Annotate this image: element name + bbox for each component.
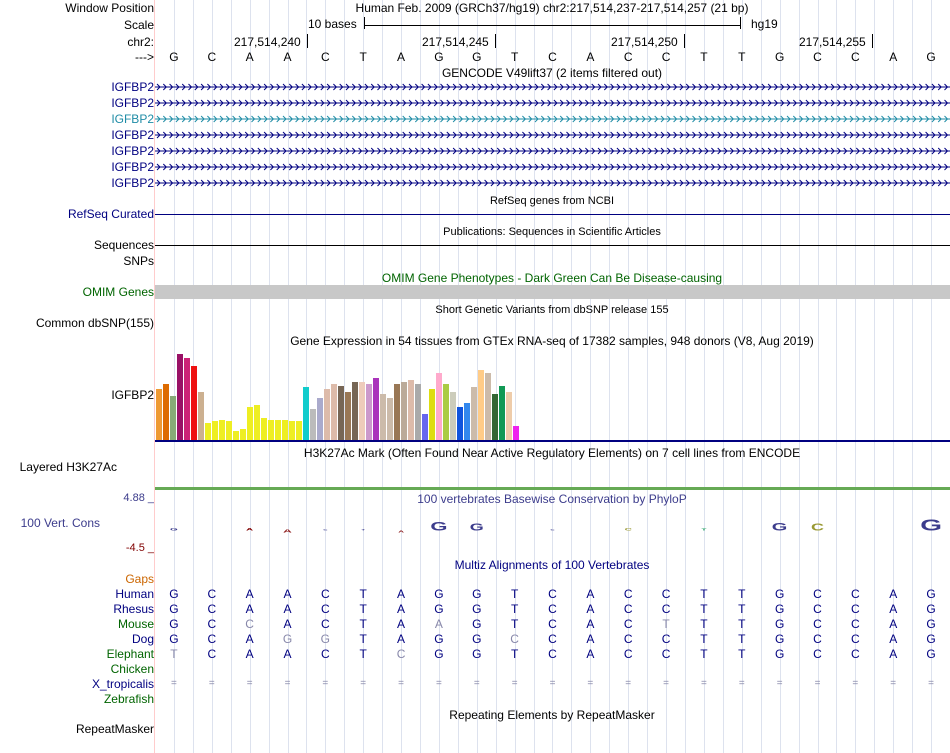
gtex-bar[interactable] [499, 386, 505, 440]
sequence-base: G [434, 50, 444, 64]
alignment-base: A [586, 632, 595, 646]
gtex-bar[interactable] [324, 389, 330, 440]
gtex-bar[interactable] [415, 384, 421, 440]
conservation-letter: A [398, 530, 404, 534]
coord-label: 217,514,255 [799, 35, 866, 49]
alignment-base: C [245, 617, 254, 631]
alignment-base: C [661, 632, 671, 646]
alignment-base: T [700, 632, 708, 646]
sequence-base: C [661, 50, 671, 64]
sequence-base: G [169, 50, 179, 64]
sequence-base: C [623, 50, 633, 64]
gtex-bar[interactable] [247, 407, 253, 440]
alignment-base: C [851, 632, 860, 646]
alignment-base: C [813, 647, 822, 661]
alignment-base: A [586, 617, 595, 631]
alignment-base: A [397, 617, 406, 631]
gtex-bar[interactable] [198, 392, 204, 440]
gtex-bar[interactable] [450, 392, 456, 440]
gaps-label[interactable]: Gaps [125, 572, 154, 586]
gtex-title: Gene Expression in 54 tissues from GTEx RNA-seq of 17382 samples, 948 donors (V8, Aug 2019) [290, 334, 814, 348]
conservation-letter: T [361, 528, 366, 531]
alignment-base: A [283, 617, 292, 631]
gtex-bar[interactable] [422, 414, 428, 440]
gtex-bar[interactable] [268, 420, 274, 440]
gtex-bar[interactable] [163, 384, 169, 440]
alignment-base: G [774, 602, 785, 616]
alignment-base: = [738, 678, 745, 689]
cons-title: 100 vertebrates Basewise Conservation by PhyloP [417, 492, 687, 506]
sequence-base: G [774, 50, 785, 64]
alignment-base: = [398, 678, 404, 689]
alignment-base: C [321, 647, 330, 661]
alignment-base: T [359, 647, 367, 661]
alignment-base: G [926, 602, 936, 616]
alignment-base: T [662, 617, 670, 631]
alignment-base: G [169, 602, 179, 616]
gtex-bar-chart[interactable] [155, 347, 535, 440]
gtex-bar[interactable] [478, 370, 484, 440]
alignment-base: T [738, 617, 746, 631]
sequence-base: C [548, 50, 557, 64]
gtex-bar[interactable] [492, 394, 498, 441]
alignment-base: G [774, 587, 785, 601]
gtex-bar[interactable] [240, 429, 246, 440]
alignment-base: G [926, 647, 936, 661]
sequence-base: A [283, 50, 292, 64]
alignment-base: G [169, 587, 179, 601]
gtex-bar[interactable] [331, 384, 337, 440]
conservation-letter: A [283, 528, 292, 534]
sequence-base: G [472, 50, 482, 64]
alignment-base: = [776, 678, 783, 689]
alignment-base: C [813, 632, 822, 646]
gtex-bar[interactable] [457, 407, 463, 440]
alignment-base: C [207, 647, 217, 661]
alignment-base: = [171, 678, 177, 689]
scale-bar [364, 25, 740, 26]
scale-assembly: hg19 [751, 17, 778, 31]
gtex-bar[interactable] [338, 386, 344, 440]
alignment-base: = [284, 678, 291, 689]
gencode-item-label[interactable]: IGFBP2 [111, 160, 154, 174]
coord-tick [684, 34, 685, 48]
gtex-bar[interactable] [443, 384, 449, 440]
gtex-bar[interactable] [401, 382, 407, 440]
alignment-base: T [510, 647, 519, 661]
alignment-base: T [738, 587, 746, 601]
alignment-base: C [548, 647, 557, 661]
h3k27ac-title: H3K27Ac Mark (Often Found Near Active Regulatory Elements) on 7 cell lines from ENCODE [303, 446, 801, 460]
alignment-base: C [207, 632, 217, 646]
h3k27ac-label[interactable]: Layered H3K27Ac [19, 460, 117, 474]
alignment-base: = [549, 678, 556, 689]
alignment-base: G [926, 587, 936, 601]
alignment-base: T [359, 632, 367, 646]
gtex-bar[interactable] [387, 398, 393, 440]
window-position-label: Window Position [65, 1, 154, 15]
gtex-bar[interactable] [513, 426, 519, 440]
gtex-bar[interactable] [289, 421, 295, 440]
gtex-bar[interactable] [310, 409, 316, 440]
alignment-base: G [320, 632, 331, 646]
alignment-base: = [436, 678, 442, 689]
species-label[interactable]: Chicken [110, 662, 154, 676]
gtex-bar[interactable] [317, 398, 323, 440]
gtex-bar[interactable] [352, 382, 358, 440]
coord-tick [307, 34, 308, 48]
conservation-letter: G [469, 522, 484, 534]
gencode-item-label[interactable]: IGFBP2 [111, 96, 154, 110]
alignment-base: C [813, 617, 822, 631]
sequence-base: T [700, 50, 708, 64]
gtex-bar[interactable] [170, 396, 176, 440]
alignment-base: A [889, 587, 898, 601]
gtex-bar[interactable] [177, 354, 183, 440]
sequence-base: A [245, 50, 254, 64]
species-label[interactable]: Human [115, 587, 154, 601]
cons-min-label: -4.5 _ [125, 542, 154, 554]
species-label[interactable]: Mouse [117, 617, 154, 631]
sequence-base: C [851, 50, 860, 64]
alignment-base: T [359, 587, 367, 601]
alignment-base: A [245, 632, 254, 646]
alignment-base: = [814, 678, 821, 689]
alignment-base: T [510, 587, 519, 601]
gtex-label[interactable]: IGFBP2 [111, 388, 154, 402]
gtex-bar[interactable] [464, 403, 470, 440]
dbsnp-title: Short Genetic Variants from dbSNP release 155 [435, 304, 669, 316]
gencode-item-label[interactable]: IGFBP2 [111, 80, 154, 94]
alignment-base: A [889, 647, 898, 661]
sequence-base: T [738, 50, 746, 64]
alignment-base: C [548, 587, 557, 601]
conservation-letter: G [771, 521, 788, 534]
gtex-bar[interactable] [408, 380, 414, 440]
gtex-bar[interactable] [226, 421, 232, 440]
alignment-base: A [245, 602, 254, 616]
alignment-base: T [738, 632, 746, 646]
gencode-item-label[interactable]: IGFBP2 [111, 144, 154, 158]
coord-tick [495, 34, 496, 48]
species-label[interactable]: X_tropicalis [91, 677, 154, 691]
alignment-base: = [208, 678, 215, 689]
h3k27ac-signal-line [155, 487, 950, 490]
sequence-base: C [207, 50, 217, 64]
alignment-base: A [889, 617, 898, 631]
alignment-base: = [587, 678, 594, 689]
alignment-base: C [623, 647, 633, 661]
conservation-letter: G [430, 519, 448, 534]
alignment-base: C [396, 647, 406, 661]
gtex-bar[interactable] [394, 384, 400, 440]
alignment-base: C [321, 617, 330, 631]
alignment-base: G [472, 602, 482, 616]
alignment-base: C [548, 632, 557, 646]
alignment-base: A [245, 587, 254, 601]
alignment-base: C [813, 587, 822, 601]
gtex-bar[interactable] [366, 384, 372, 440]
alignment-base: G [169, 632, 179, 646]
alignment-base: C [851, 587, 860, 601]
alignment-base: A [283, 587, 292, 601]
scale-bar-right-tick [740, 17, 741, 29]
refseq-title: RefSeq genes from NCBI [489, 195, 615, 207]
gtex-bar[interactable] [345, 392, 351, 440]
alignment-base: G [774, 647, 785, 661]
gencode-item-label[interactable]: IGFBP2 [111, 176, 154, 190]
gencode-title: GENCODE V49lift37 (2 items filtered out) [441, 66, 663, 80]
alignment-base: C [851, 602, 860, 616]
gtex-bar[interactable] [275, 420, 281, 440]
alignment-base: C [321, 602, 330, 616]
alignment-base: A [889, 602, 898, 616]
alignment-base: A [586, 587, 595, 601]
alignment-base: A [397, 602, 406, 616]
alignment-base: C [548, 617, 557, 631]
alignment-base: A [586, 647, 595, 661]
sequence-base: A [889, 50, 898, 64]
gtex-bar[interactable] [471, 387, 477, 440]
alignment-base: G [472, 647, 482, 661]
alignment-base: T [170, 647, 178, 661]
gtex-bar[interactable] [485, 373, 491, 440]
conservation-logo [155, 515, 950, 545]
alignment-base: A [889, 632, 898, 646]
alignment-base: G [282, 632, 293, 646]
alignment-base: A [586, 602, 595, 616]
gtex-bar[interactable] [436, 373, 442, 440]
alignment-base: C [207, 617, 217, 631]
cons-max-label: 4.88 _ [123, 492, 154, 504]
alignment-base: G [774, 632, 785, 646]
alignment-base: G [774, 617, 785, 631]
alignment-base: T [359, 617, 367, 631]
publications-track-line [155, 245, 950, 246]
alignment-base: T [738, 602, 746, 616]
track-labels-column [0, 0, 154, 753]
alignment-base: = [625, 678, 632, 689]
alignment-base: C [623, 617, 633, 631]
gtex-bar[interactable] [282, 420, 288, 440]
alignment-base: C [661, 602, 671, 616]
alignment-base: G [434, 587, 444, 601]
alignment-base: G [926, 617, 936, 631]
alignment-base: G [434, 602, 444, 616]
alignment-base: = [246, 678, 253, 689]
conservation-letter: A [245, 527, 254, 532]
alignment-base: C [623, 602, 633, 616]
alignment-base: T [510, 602, 519, 616]
scale-text: 10 bases [308, 17, 357, 31]
alignment-base: T [700, 587, 708, 601]
alignment-base: T [510, 617, 519, 631]
alignment-base: C [851, 647, 860, 661]
omim-gene-bar[interactable] [155, 285, 950, 299]
alignment-base: A [434, 617, 443, 631]
alignment-base: G [472, 587, 482, 601]
gtex-bar[interactable] [380, 394, 386, 441]
alignment-base: G [434, 632, 444, 646]
dbsnp-label[interactable]: Common dbSNP(155) [35, 316, 154, 330]
repeatmasker-label[interactable]: RepeatMasker [75, 722, 154, 736]
alignment-base: = [360, 678, 367, 689]
alignment-base: C [623, 587, 633, 601]
conservation-letter: C [624, 527, 632, 532]
omim-label[interactable]: OMIM Genes [82, 285, 154, 299]
gtex-bar[interactable] [184, 358, 190, 440]
alignment-base: G [926, 632, 936, 646]
multiz-title: Multiz Alignments of 100 Vertebrates [454, 558, 650, 572]
alignment-base: G [169, 617, 179, 631]
species-label[interactable]: Dog [131, 632, 154, 646]
repeat-title: Repeating Elements by RepeatMasker [449, 708, 655, 722]
gencode-transcript-row[interactable] [155, 129, 950, 141]
alignment-base: C [207, 587, 217, 601]
conservation-letter: C [550, 528, 555, 531]
gtex-bar[interactable] [296, 421, 302, 440]
gencode-item-label[interactable]: IGFBP2 [111, 112, 154, 126]
alignment-base: C [813, 602, 822, 616]
gtex-bar[interactable] [254, 405, 260, 440]
species-label[interactable]: Zebrafish [103, 692, 154, 706]
snps-label[interactable]: SNPs [123, 254, 154, 268]
gencode-transcript-row[interactable] [155, 145, 950, 157]
alignment-base: = [473, 678, 480, 689]
alignment-base: A [283, 647, 292, 661]
sequence-base: A [397, 50, 406, 64]
alignment-base: C [623, 632, 633, 646]
alignment-base: = [322, 678, 329, 689]
alignment-base: = [890, 678, 897, 689]
coord-label: 217,514,245 [422, 35, 489, 49]
alignment-base: A [397, 587, 406, 601]
alignment-base: T [700, 617, 708, 631]
refseq-label[interactable]: RefSeq Curated [67, 207, 154, 221]
gtex-bar[interactable] [156, 389, 162, 440]
alignment-base: T [359, 602, 367, 616]
scale-label: Scale [123, 18, 154, 32]
alignment-base: G [472, 632, 482, 646]
sequence-base: C [321, 50, 330, 64]
alignment-base: T [700, 647, 708, 661]
sequence-base: G [926, 50, 936, 64]
gtex-bar[interactable] [219, 420, 225, 440]
conservation-letter: C [811, 522, 824, 534]
alignment-base: = [701, 678, 707, 689]
alignment-base: C [207, 602, 217, 616]
sequence-base: T [510, 50, 519, 64]
alignment-base: T [738, 647, 746, 661]
arrow-label: ---> [135, 50, 154, 64]
alignment-base: C [321, 587, 330, 601]
gencode-transcript-row[interactable] [155, 113, 950, 125]
alignment-base: = [928, 678, 934, 689]
gencode-transcript-row[interactable] [155, 161, 950, 173]
coord-tick [872, 34, 873, 48]
conservation-letter: C [323, 528, 328, 531]
cons-label[interactable]: 100 Vert. Cons [20, 516, 100, 530]
sequence-base: T [359, 50, 367, 64]
conservation-letter: T [701, 528, 707, 532]
gtex-bar[interactable] [303, 387, 309, 440]
alignment-base: A [245, 647, 254, 661]
alignment-base: = [852, 678, 859, 689]
gtex-bar[interactable] [261, 418, 267, 440]
alignment-base: C [661, 647, 671, 661]
alignment-base: = [511, 678, 518, 689]
gencode-transcript-row[interactable] [155, 97, 950, 109]
species-label[interactable]: Rhesus [113, 602, 154, 616]
alignment-base: = [663, 678, 669, 689]
gencode-item-label[interactable]: IGFBP2 [111, 128, 154, 142]
gtex-baseline [155, 440, 950, 442]
gtex-bar[interactable] [233, 431, 239, 440]
window-position-value: Human Feb. 2009 (GRCh37/hg19) chr2:217,514,237-217,514,257 (21 bp) [355, 1, 749, 15]
species-label[interactable]: Elephant [106, 647, 154, 661]
omim-title: OMIM Gene Phenotypes - Dark Green Can Be Disease-causing [381, 271, 723, 285]
track-image-area[interactable] [155, 0, 950, 753]
alignment-base: A [283, 602, 292, 616]
gtex-bar[interactable] [359, 382, 365, 440]
alignment-base: C [661, 587, 671, 601]
chr-label: chr2: [127, 35, 154, 49]
gencode-transcript-row[interactable] [155, 81, 950, 93]
gtex-bar[interactable] [205, 423, 211, 440]
gtex-bar[interactable] [506, 392, 512, 440]
coord-label: 217,514,250 [611, 35, 678, 49]
gtex-bar[interactable] [429, 389, 435, 440]
sequences-label[interactable]: Sequences [93, 238, 154, 252]
alignment-base: T [700, 602, 708, 616]
refseq-track-line [155, 214, 950, 215]
scale-bar-left-tick [364, 17, 365, 29]
alignment-base: C [548, 602, 557, 616]
conservation-letter: G [170, 527, 178, 532]
alignment-base: C [510, 632, 519, 646]
gtex-bar[interactable] [212, 421, 218, 440]
alignment-base: C [851, 617, 860, 631]
conservation-letter: G [920, 516, 942, 534]
sequence-base: C [813, 50, 822, 64]
gtex-bar[interactable] [373, 378, 379, 440]
gtex-bar[interactable] [191, 366, 197, 440]
coord-label: 217,514,240 [234, 35, 301, 49]
alignment-base: G [434, 647, 444, 661]
gencode-transcript-row[interactable] [155, 177, 950, 189]
alignment-base: A [397, 632, 406, 646]
sequence-base: A [586, 50, 595, 64]
alignment-base: G [472, 617, 482, 631]
publications-title: Publications: Sequences in Scientific Articles [443, 226, 661, 238]
